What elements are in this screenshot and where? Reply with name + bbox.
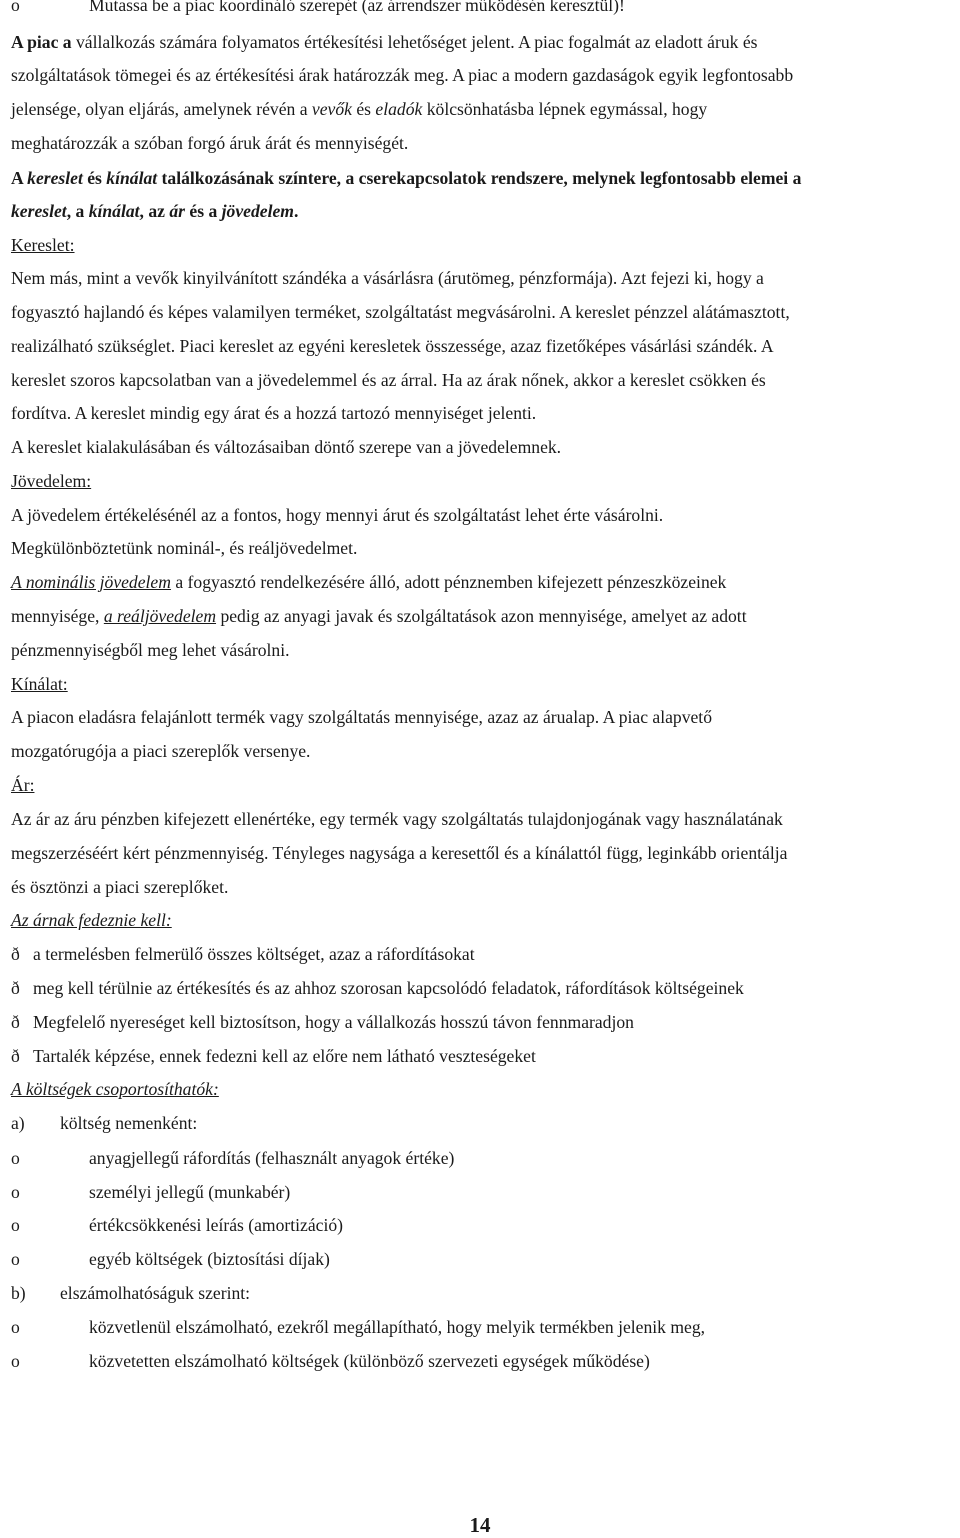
paragraph-line: [11, 98, 707, 120]
text-run: pedig az anyagi javak és szolgáltatások azon mennyisége, amelyet az adott: [216, 606, 747, 626]
italic-term: kínálat: [88, 201, 140, 221]
section-heading-fedezet: Az árnak fedeznie kell:: [11, 910, 172, 930]
text-run: a fogyasztó rendelkezésére álló, adott pénznemben kifejezett pénzeszközeinek: [170, 572, 727, 592]
list-marker: o: [11, 1249, 20, 1269]
emphasized-term: a reáljövedelem: [103, 606, 217, 626]
list-marker: o: [11, 0, 20, 15]
definition-line: [11, 200, 298, 222]
text-run: .: [293, 201, 299, 221]
bullet-text: meg kell térülnie az értékesítés és az ahhoz szorosan kapcsolódó feladatok, ráfordítások költségeinek: [33, 978, 744, 998]
section-heading-koltsegek: A költségek csoportosíthatók:: [11, 1079, 219, 1099]
bullet-text: a termelésben felmerülő összes költséget, azaz a ráfordításokat: [33, 944, 475, 964]
enum-marker: b): [11, 1283, 26, 1303]
section-heading-ar: Ár:: [11, 775, 35, 795]
text-run: találkozásának színtere, a cserekapcsolatok rendszere, melynek legfontosabb elemei a: [157, 168, 802, 188]
paragraph-line: megszerzéséért kért pénzmennyiség. Tényleges nagysága a keresettől és a kínálattól függ, leginkább orientálja: [11, 843, 788, 863]
paragraph-line: Megkülönböztetünk nominál-, és reáljövedelmet.: [11, 538, 358, 558]
paragraph-line: realizálható szükséglet. Piaci kereslet az egyéni keresletek összessége, azaz fizetőképes vásárlási szándék. A: [11, 336, 774, 356]
definition-line: [11, 167, 801, 189]
question-text: Mutassa be a piac koordináló szerepét (az árrendszer működésén keresztül)!: [89, 0, 625, 15]
bullet-arrow-icon: ð: [11, 1046, 20, 1066]
paragraph-line: [11, 571, 726, 593]
enum-label: költség nemenként:: [60, 1113, 198, 1133]
text-run: és: [82, 168, 107, 188]
text-run: , a: [66, 201, 89, 221]
bullet-text: Megfelelő nyereséget kell biztosítson, hogy a vállalkozás hosszú távon fennmaradjon: [33, 1012, 634, 1032]
italic-term: vevők: [311, 99, 352, 119]
sub-list-text: személyi jellegű (munkabér): [89, 1182, 291, 1202]
paragraph-line: és ösztönzi a piaci szereplőket.: [11, 877, 229, 897]
emphasized-term: A nominális jövedelem: [11, 572, 171, 592]
sub-list-text: anyagjellegű ráfordítás (felhasznált anyagok értéke): [89, 1148, 455, 1168]
sub-list-text: egyéb költségek (biztosítási díjak): [89, 1249, 330, 1269]
text-run: kölcsönhatásba lépnek egymással, hogy: [422, 99, 708, 119]
italic-term: kereslet: [11, 201, 67, 221]
italic-term: kínálat: [106, 168, 158, 188]
sub-list-text: közvetetten elszámolható költségek (különböző szervezeti egységek működése): [89, 1351, 650, 1371]
bullet-arrow-icon: ð: [11, 944, 20, 964]
list-marker: o: [11, 1148, 20, 1168]
paragraph-line: szolgáltatások tömegei és az értékesítési árak határozzák meg. A piac a modern gazdaságok egyik legfontosabb: [11, 65, 794, 85]
paragraph-line: A kereslet kialakulásában és változásaiban döntő szerepe van a jövedelemnek.: [11, 437, 562, 457]
italic-term: ár: [169, 201, 186, 221]
paragraph-line: pénzmennyiségből meg lehet vásárolni.: [11, 640, 290, 660]
paragraph-line: meghatározzák a szóban forgó áruk árát és mennyiségét.: [11, 133, 409, 153]
bold-phrase: A piac a: [11, 32, 72, 52]
paragraph-line: A piacon eladásra felajánlott termék vagy szolgáltatás mennyisége, azaz az árualap. A piac alapvető: [11, 707, 712, 727]
sub-list-text: értékcsökkenési leírás (amortizáció): [89, 1215, 344, 1235]
enum-label: elszámolhatóságuk szerint:: [60, 1283, 251, 1303]
section-heading-kereslet: Kereslet:: [11, 235, 75, 255]
section-heading-jovedelem: Jövedelem:: [11, 471, 92, 491]
italic-term: kereslet: [27, 168, 83, 188]
paragraph-line: kereslet szoros kapcsolatban van a jövedelemmel és az árral. Ha az árak nőnek, akkor a kereslet csökken és: [11, 370, 766, 390]
text-run: , az: [139, 201, 170, 221]
italic-term: eladók: [375, 99, 423, 119]
list-marker: o: [11, 1215, 20, 1235]
section-heading-kinalat: Kínálat:: [11, 674, 68, 694]
bullet-arrow-icon: ð: [11, 1012, 20, 1032]
paragraph-line: [11, 605, 747, 627]
paragraph-line: Nem más, mint a vevők kinyilvánított szándéka a vásárlásra (árutömeg, pénzformája). Azt fejezi ki, hogy a: [11, 268, 764, 288]
text-run: A: [11, 168, 28, 188]
bullet-arrow-icon: ð: [11, 978, 20, 998]
text-run: és: [351, 99, 376, 119]
paragraph-line: A jövedelem értékelésénél az a fontos, hogy mennyi árut és szolgáltatást lehet érte vásárolni.: [11, 505, 664, 525]
bullet-text: Tartalék képzése, ennek fedezni kell az előre nem látható veszteségeket: [33, 1046, 536, 1066]
paragraph-line: mozgatórugója a piaci szereplők versenye.: [11, 741, 311, 761]
paragraph-line: fordítva. A kereslet mindig egy árat és a hozzá tartozó mennyiséget jelenti.: [11, 403, 537, 423]
paragraph-line: [11, 31, 758, 53]
text-run: mennyisége,: [11, 606, 104, 626]
text-run: jelensége, olyan eljárás, amelynek révén a: [11, 99, 312, 119]
paragraph-line: fogyasztó hajlandó és képes valamilyen terméket, szolgáltatást megvásárolni. A kereslet pénzzel alátámasztott,: [11, 302, 790, 322]
page-number: 14: [469, 1513, 491, 1537]
text-run: vállalkozás számára folyamatos értékesítési lehetőséget jelent. A piac fogalmát az eladott áruk és: [71, 32, 758, 52]
list-marker: o: [11, 1351, 20, 1371]
sub-list-text: közvetlenül elszámolható, ezekről megállapítható, hogy melyik termékben jelenik meg,: [89, 1317, 706, 1337]
list-marker: o: [11, 1317, 20, 1337]
paragraph-line: Az ár az áru pénzben kifejezett ellenértéke, egy termék vagy szolgáltatás tulajdonjogának vagy használatának: [11, 809, 783, 829]
list-marker: o: [11, 1182, 20, 1202]
italic-term: jövedelem: [221, 201, 294, 221]
text-run: és a: [185, 201, 222, 221]
enum-marker: a): [11, 1113, 25, 1133]
